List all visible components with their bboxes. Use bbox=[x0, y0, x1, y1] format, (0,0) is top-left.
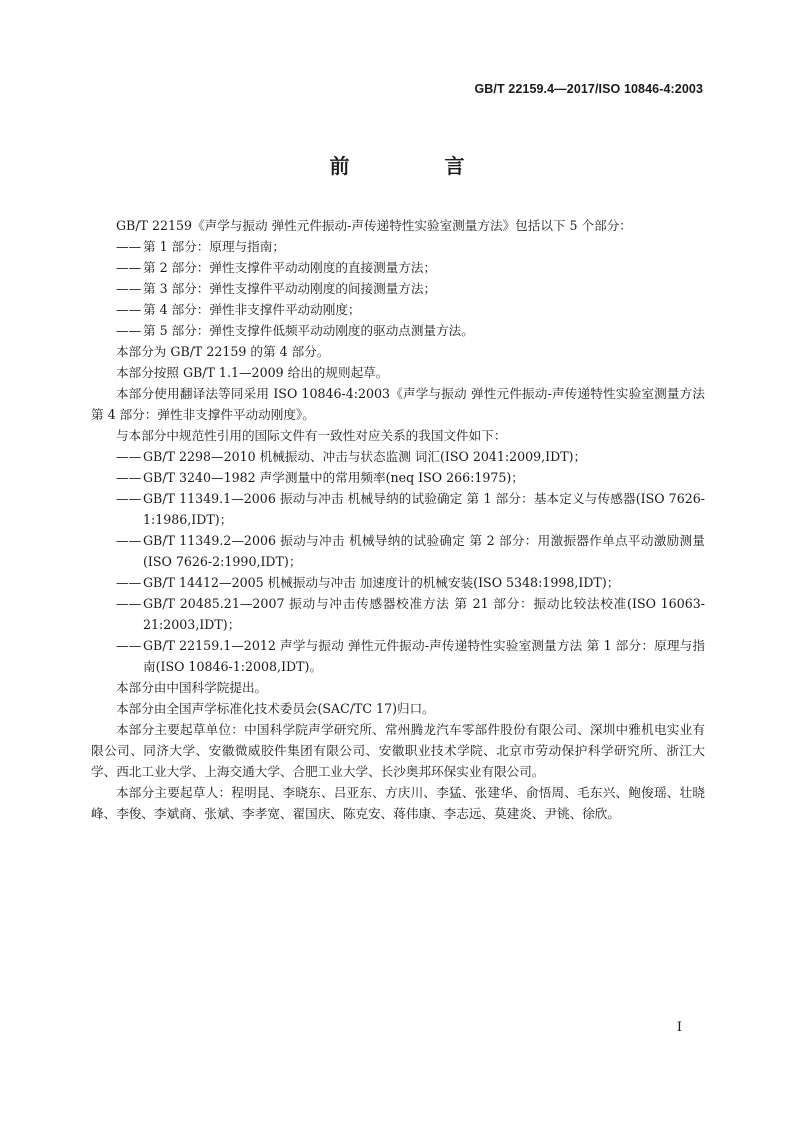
part-item: 第 5 部分：弹性支撑件低频平动动刚度的驱动点测量方法。 bbox=[143, 323, 474, 338]
reference-item: GB/T 14412—2005 机械振动与冲击 加速度计的机械安装(ISO 5348:1998,IDT)； bbox=[143, 575, 620, 590]
drafting-units-paragraph: 本部分主要起草单位：中国科学院声学研究所、常州腾龙汽车零部件股份有限公司、深圳中雅机电实业有限公司、同济大学、安徽微威胶件集团有限公司、安徽职业技术学院、北京市劳动保护科学研究所、浙江大学、西北工业大学、上海交通大学、合肥工业大学、长沙奥邦环保实业有限公司。 bbox=[91, 722, 705, 779]
page-title: 前 言 bbox=[329, 154, 509, 178]
reference-item: GB/T 22159.1—2012 声学与振动 弹性元件振动-声传递特性实验室测量方法 第 1 部分：原理与指南(ISO 10846-1:2008,IDT)。 bbox=[143, 638, 705, 674]
dash: —— bbox=[116, 323, 142, 338]
references-intro-paragraph: 与本部分中规范性引用的国际文件有一致性对应关系的我国文件如下： bbox=[116, 428, 507, 443]
list-item bbox=[116, 278, 705, 299]
dash: —— bbox=[116, 491, 142, 506]
dash: —— bbox=[116, 575, 142, 590]
translation-paragraph: 本部分使用翻译法等同采用 ISO 10846-4:2003《声学与振动 弹性元件振动-声传递特性实验室测量方法 第 4 部分：弹性非支撑件平动动刚度》。 bbox=[91, 386, 705, 422]
drafting-rule-paragraph: 本部分按照 GB/T 1.1—2009 给出的规则起草。 bbox=[116, 365, 389, 380]
list-item bbox=[116, 299, 705, 320]
standard-code: GB/T 22159.4—2017/ISO 10846-4:2003 bbox=[474, 82, 703, 96]
list-item bbox=[116, 236, 705, 257]
dash: —— bbox=[116, 260, 142, 275]
dash: —— bbox=[116, 239, 142, 254]
proposed-by-paragraph: 本部分由中国科学院提出。 bbox=[116, 680, 268, 695]
list-item bbox=[116, 593, 705, 635]
list-item bbox=[116, 488, 705, 530]
administered-by-paragraph: 本部分由全国声学标准化技术委员会(SAC/TC 17)归口。 bbox=[116, 701, 435, 716]
dash: —— bbox=[116, 281, 142, 296]
dash: —— bbox=[116, 470, 142, 485]
reference-item: GB/T 11349.1—2006 振动与冲击 机械导纳的试验确定 第 1 部分：基本定义与传感器(ISO 7626-1:1986,IDT)； bbox=[143, 491, 705, 527]
dash: —— bbox=[116, 449, 142, 464]
dash: —— bbox=[116, 596, 142, 611]
dash: —— bbox=[116, 533, 142, 548]
part-item: 第 3 部分：弹性支撑件平动动刚度的间接测量方法； bbox=[143, 281, 437, 296]
reference-item: GB/T 20485.21—2007 振动与冲击传感器校准方法 第 21 部分：振动比较法校准(ISO 16063-21:2003,IDT)； bbox=[143, 596, 705, 632]
reference-item: GB/T 11349.2—2006 振动与冲击 机械导纳的试验确定 第 2 部分：用激振器作单点平动激励测量(ISO 7626-2:1990,IDT)； bbox=[143, 533, 705, 569]
part-item: 第 4 部分：弹性非支撑件平动动刚度； bbox=[143, 302, 361, 317]
list-item bbox=[116, 467, 705, 488]
reference-item: GB/T 2298—2010 机械振动、冲击与状态监测 词汇(ISO 2041:2009,IDT)； bbox=[143, 449, 587, 464]
drafters-paragraph: 本部分主要起草人：程明昆、李晓东、吕亚东、方庆川、李猛、张建华、俞悟周、毛东兴、鲍俊瑶、壮晓峰、李俊、李斌商、张斌、李孝宽、翟国庆、陈克安、蒋伟康、李志远、莫建炎、尹铫、徐欣。 bbox=[91, 785, 705, 821]
part-item: 第 1 部分：原理与指南； bbox=[143, 239, 285, 254]
reference-item: GB/T 3240—1982 声学测量中的常用频率(neq ISO 266:1975)； bbox=[143, 470, 524, 485]
dash: —— bbox=[116, 638, 142, 653]
page-number: I bbox=[676, 1020, 682, 1035]
list-item bbox=[116, 572, 705, 593]
list-item bbox=[116, 446, 705, 467]
list-item bbox=[116, 530, 705, 572]
part-item: 第 2 部分：弹性支撑件平动动刚度的直接测量方法； bbox=[143, 260, 437, 275]
foreword-body bbox=[91, 215, 705, 824]
list-item bbox=[116, 320, 705, 341]
this-part-paragraph: 本部分为 GB/T 22159 的第 4 部分。 bbox=[116, 344, 330, 359]
list-item bbox=[116, 635, 705, 677]
dash: —— bbox=[116, 302, 142, 317]
intro-paragraph: GB/T 22159《声学与振动 弹性元件振动-声传递特性实验室测量方法》包括以下 5 个部分： bbox=[116, 218, 632, 233]
list-item bbox=[116, 257, 705, 278]
